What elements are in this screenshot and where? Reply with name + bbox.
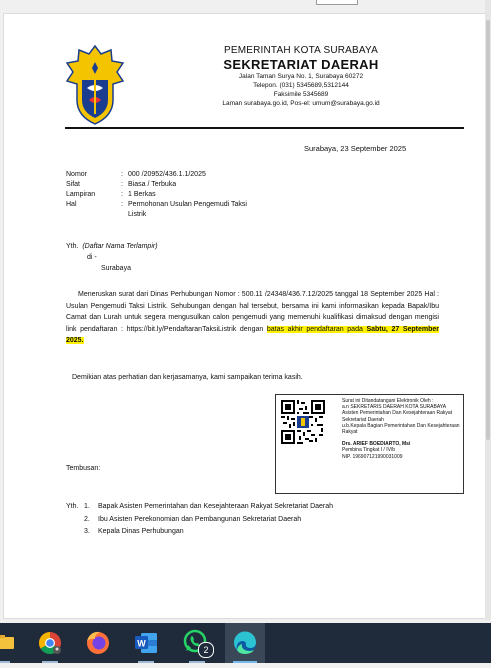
taskbar-whatsapp[interactable]	[177, 623, 217, 663]
file-explorer-icon	[0, 623, 22, 663]
letterhead	[189, 45, 413, 108]
taskbar-word[interactable]	[126, 623, 166, 663]
meta-value: Biasa / Terbuka	[128, 181, 177, 188]
document-page	[3, 13, 486, 619]
signer-nip: NIP. 196907121990031009	[342, 453, 403, 460]
addressee-yth: Yth.	[66, 243, 79, 250]
signature-line-4: u.b.Kepala Bagian Pemerintahan Dan Kesejahteraan Rakyat	[342, 422, 460, 436]
tembusan-label: Tembusan:	[66, 465, 101, 472]
signature-line-2: a.n SEKRETARIS DAERAH KOTA SURABAYA	[342, 404, 447, 411]
meta-row-lampiran: Lampiran : 1 Berkas	[66, 190, 278, 200]
list-item: 3. Kepala Dinas Perhubungan	[84, 528, 184, 535]
scrollbar-thumb[interactable]	[486, 20, 490, 440]
qr-code-icon	[281, 400, 325, 444]
meta-key: Sifat	[66, 181, 81, 188]
list-item: Yth. 1. Bapak Asisten Pemerintahan dan Kesejahteraan Rakyat Sekretariat Daerah	[66, 501, 333, 514]
meta-row-hal: Hal : Permohonan Usulan Pengemudi Taksi Listrik	[66, 200, 278, 220]
meta-value: Permohonan Usulan Pengemudi Taksi Listrik	[128, 201, 247, 218]
svg-text:W: W	[137, 638, 146, 649]
addressee-list-note: (Daftar Nama Terlampir)	[82, 243, 158, 250]
letterhead-divider	[65, 127, 464, 129]
taskbar-file-explorer[interactable]	[0, 623, 22, 663]
signer-name: Drs. ARIEF BOEDIARTO, Msi	[342, 441, 411, 448]
meta-value: 000 /20952/436.1.1/2025	[128, 171, 206, 178]
signature-text	[342, 398, 462, 460]
firefox-icon	[78, 623, 118, 663]
meta-key: Hal	[66, 201, 77, 208]
addressee-di: di -	[87, 254, 97, 261]
chrome-icon	[30, 623, 70, 663]
meta-row-nomor: Nomor : 000 /20952/436.1.1/2025	[66, 170, 278, 180]
closing-paragraph: Demikian atas perhatian dan kerjasamanya, kami sampaikan terima kasih.	[72, 374, 303, 381]
tembusan-list	[66, 501, 333, 539]
letter-date: Surabaya, 23 September 2025	[304, 144, 407, 153]
body-paragraph	[66, 289, 439, 347]
whatsapp-badge: 2	[198, 642, 214, 658]
body-text: Meneruskan surat dari Dinas Perhubungan Nomor : 500.11 /24348/436.7.12/2025 tanggal 18 September 2025 Hal : Usulan Pengemudi Taksi Listrik. Sehubungan dengan hal tersebut, bersama ini kami informasikan kepada Bapak/Ibu Camat dan Lurah untuk segera mengusulkan calon pengemudi yang memenuhi kualifikasi dimaksud dengan mengisi link pendaftaran : https://bit.ly/PendaftaranTaksiListrik dengan	[66, 291, 439, 333]
letter-meta	[66, 170, 278, 220]
meta-key: Lampiran	[66, 191, 96, 198]
taskbar	[0, 623, 491, 663]
office-fax: Faksimile 5345689	[273, 91, 329, 98]
deadline-date: Sabtu, 27 September 2025.	[66, 325, 440, 344]
government-name: PEMERINTAH KOTA SURABAYA	[223, 45, 379, 56]
office-web: Laman surabaya.go.id, Pos-el: umum@surabaya.go.id	[222, 100, 380, 107]
taskbar-edge[interactable]	[225, 623, 265, 663]
office-name: SEKRETARIAT DAERAH	[223, 57, 379, 72]
meta-key: Nomor	[66, 171, 88, 178]
word-icon	[126, 623, 166, 663]
office-phone: Telepon. (031) 5345689,5312144	[253, 82, 349, 89]
taskbar-firefox[interactable]	[78, 623, 118, 663]
deadline-highlight: batas akhir pendaftaran pada	[266, 325, 367, 333]
top-tab-fragment	[316, 0, 358, 5]
taskbar-chrome[interactable]	[30, 623, 70, 663]
office-address: Jalan Taman Surya No. 1, Surabaya 60272	[238, 73, 364, 80]
list-item: 2. Ibu Asisten Perekonomian dan Pembangunan Sekretariat Daerah	[84, 515, 302, 523]
vertical-scrollbar[interactable]	[485, 0, 491, 620]
signature-line-3: Asisten Pemerintahan Dan Kesejahteraan Rakyat Sekretariat Daerah	[342, 410, 453, 423]
tembusan-prefix: Yth.	[66, 503, 79, 510]
meta-row-sifat: Sifat : Biasa / Terbuka	[66, 180, 278, 190]
edge-icon	[225, 623, 265, 663]
surabaya-emblem-icon	[65, 44, 125, 126]
signature-line-1: Surat ini Ditandatangani Elektronik Oleh :	[342, 398, 434, 404]
e-signature-box	[275, 394, 464, 494]
meta-value: 1 Berkas	[128, 191, 156, 198]
addressee	[66, 241, 158, 274]
signer-rank: Pembina Tingkat I / IV/b	[342, 447, 396, 454]
addressee-city: Surabaya	[101, 265, 131, 272]
